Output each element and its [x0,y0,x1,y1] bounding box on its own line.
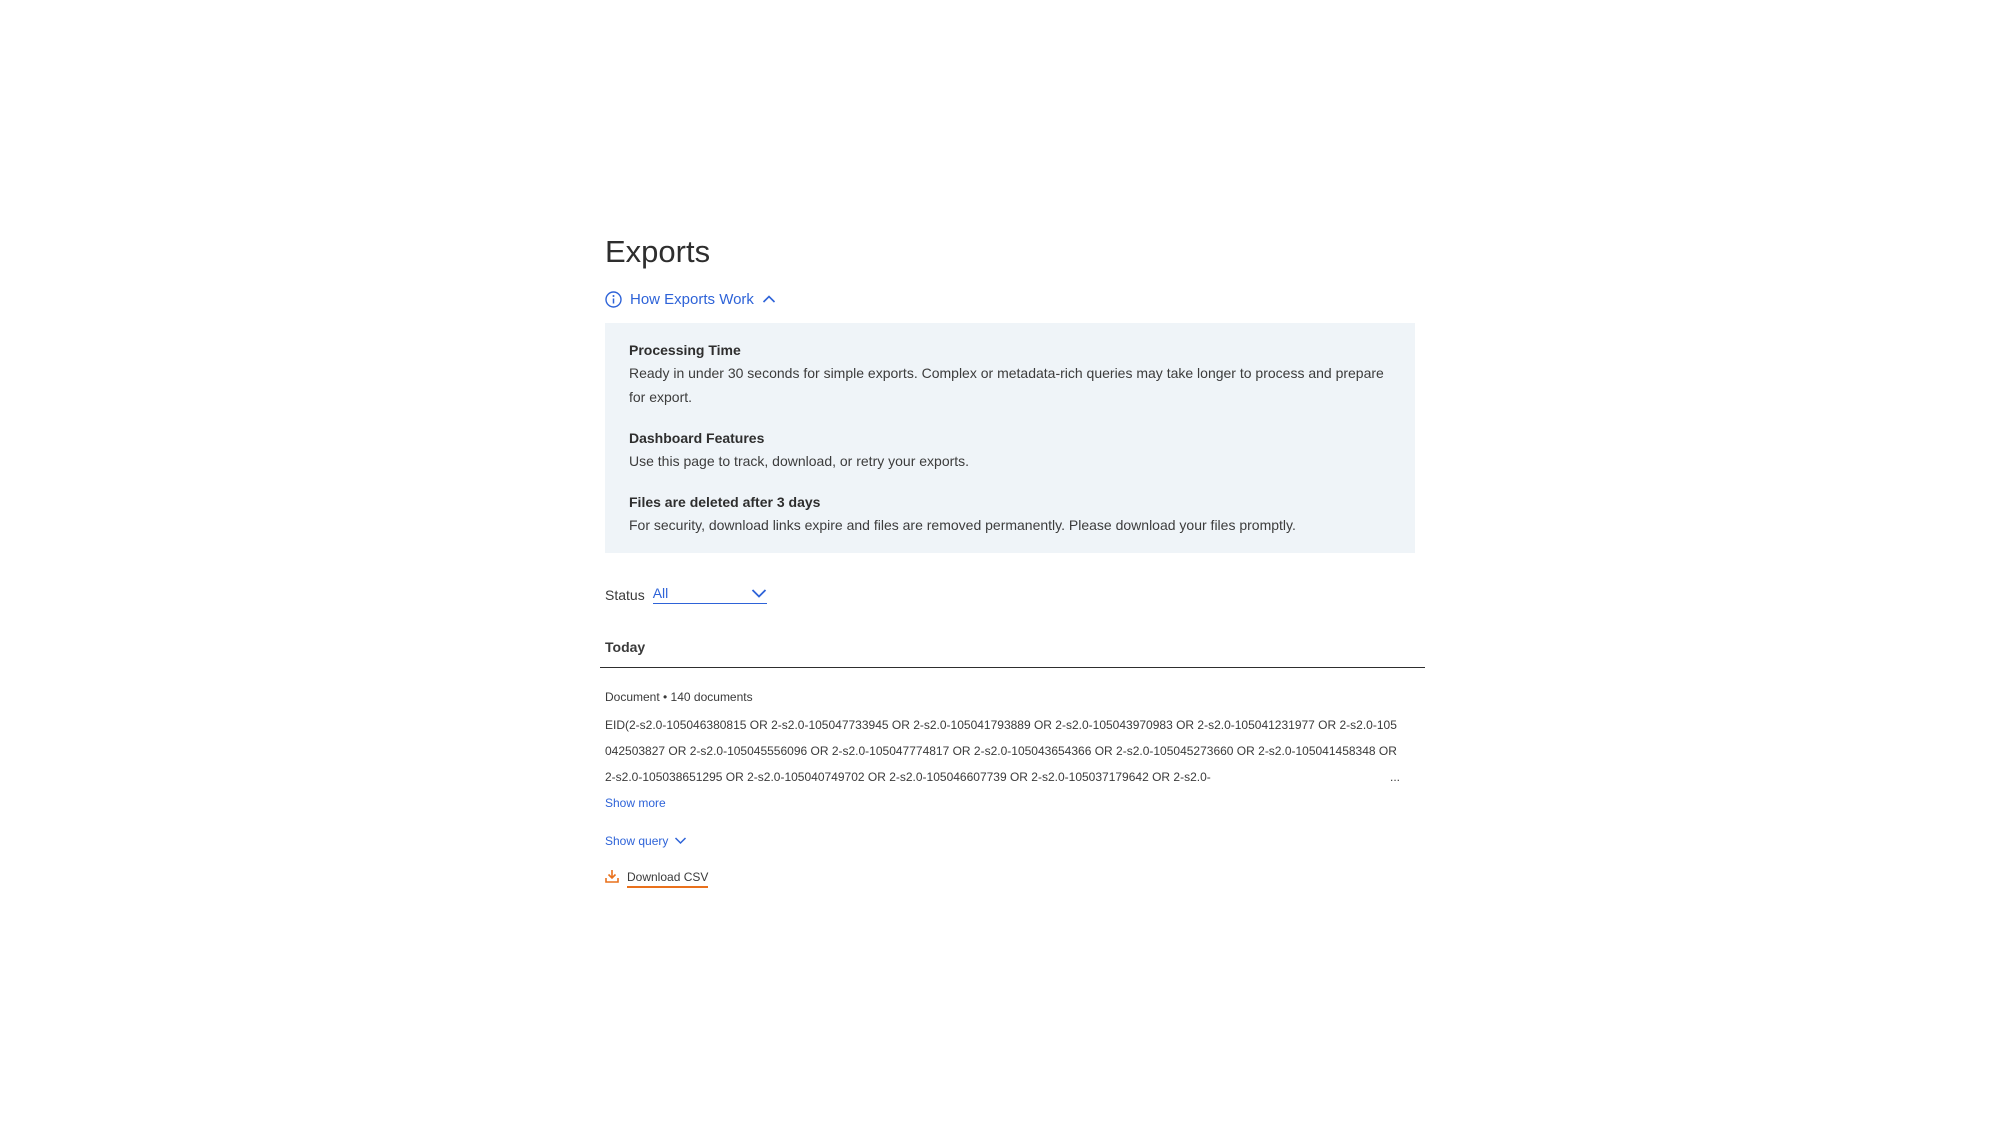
chevron-up-icon [762,294,776,304]
info-text: Ready in under 30 seconds for simple exports. Complex or metadata-rich queries may take longer to process and prepare for export. [629,364,1384,405]
show-query-label: Show query [605,833,669,848]
chevron-down-icon [751,588,767,598]
how-exports-panel [605,323,1415,553]
status-filter-label: Status [605,586,645,603]
status-filter [605,583,1415,607]
query-ellipsis: ... [1360,766,1400,788]
how-exports-toggle-label: How Exports Work [630,290,754,308]
chevron-down-icon [674,830,687,852]
exports-page [605,226,1415,888]
status-select-value: All [652,585,669,601]
download-icon [605,869,619,886]
info-icon [605,291,622,308]
info-heading: Files are deleted after 3 days [629,493,821,510]
page-title: Exports [605,234,711,269]
group-heading-today: Today [600,639,1425,668]
download-csv-label: Download CSV [627,868,708,888]
export-query-preview [605,712,1400,790]
info-section-file-deletion [629,491,1391,537]
show-more-link[interactable]: Show more [605,795,666,810]
download-csv-button[interactable] [605,868,708,888]
status-select[interactable] [653,585,767,604]
how-exports-toggle[interactable] [605,288,776,310]
show-query-toggle[interactable] [605,830,687,852]
info-section-processing-time [629,339,1391,409]
export-query-text: EID(2-s2.0-105046380815 OR 2-s2.0-105047733945 OR 2-s2.0-105041793889 OR 2-s2.0-105043970983 OR 2-s2.0-105041231977 OR 2-s2.0-105042503827 OR 2-s2.0-105045556096 OR 2-s2.0-105047774817 OR 2-s2.0-105043654366 OR 2-s2.0-105045273660 OR 2-s2.0-105041458348 OR 2-s2.0-105038651295 OR 2-s2.0-105040749702 OR 2-s2.0-105046607739 OR 2-s2.0-105037179642 OR 2-s2.0- [605,717,1397,784]
info-text: Use this page to track, download, or retry your exports. [629,452,970,469]
export-item-meta: Document • 140 documents [605,689,753,704]
info-heading: Processing Time [629,341,741,358]
export-item [605,688,1415,888]
info-text: For security, download links expire and files are removed permanently. Please download your files promptly. [629,516,1296,533]
info-heading: Dashboard Features [629,429,765,446]
info-section-dashboard-features [629,427,1391,473]
